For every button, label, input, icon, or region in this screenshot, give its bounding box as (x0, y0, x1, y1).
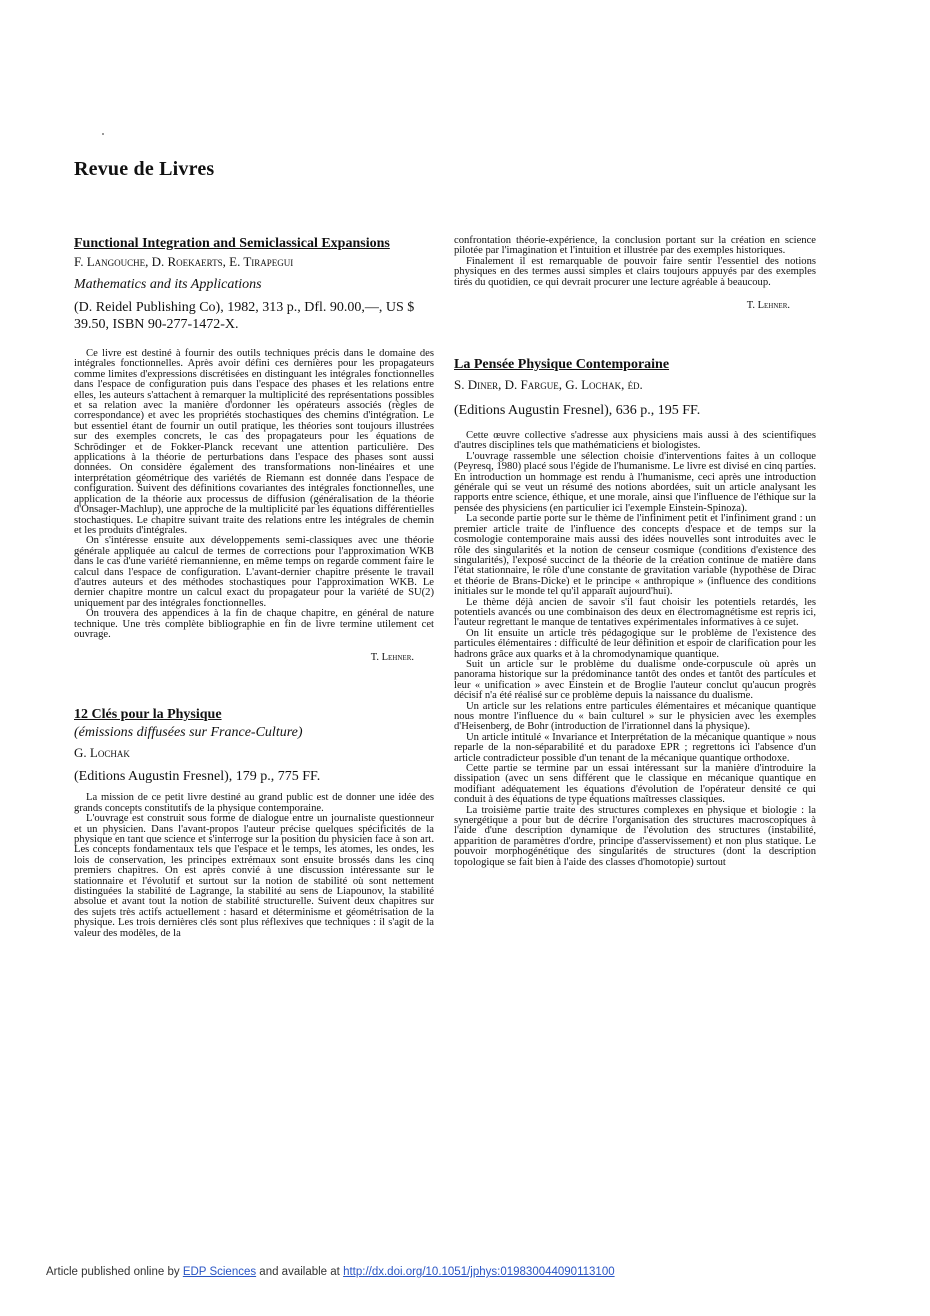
review2-title: 12 Clés pour la Physique (74, 707, 222, 723)
footer-prefix: Article published online by (46, 1266, 183, 1278)
review3-paragraph: Cette œuvre collective s'adresse aux physiciens mais aussi à des scientifiques d'autres disciplines tels que mathématiciens et biologistes. (454, 430, 816, 452)
review3-paragraph: Le thème déjà ancien de savoir s'il faut choisir les potentiels retardés, les potentiels avancés ou une combinaison des deux en électromagnétisme est repris ici, l'auteur regrettant le manque de tentatives expérimentales informatives à ce sujet. (454, 596, 816, 629)
review1-series: Mathematics and its Applications (74, 277, 262, 292)
review3-paragraph: Un article sur les relations entre particules élémentaires et mécanique quantique nous montre l'influence du « bain culturel » sur le physicien avec les exemples d'Heisenberg, de Bohr (introduction de l'irrationnel dans la physique). (454, 700, 816, 733)
footer-middle: and available at (256, 1266, 344, 1278)
review1-signature: T. Lehner. (370, 652, 414, 664)
review3-paragraph: Un article intitulé « Invariance et Interprétation de la mécanique quantique » nous reparle de la non-séparabilité et du paradoxe EPR ; regrettons ici l'absence d'un article contradicteur possible d'un tenant de la mécanique quantique orthodoxe. (454, 731, 816, 764)
review3-authors: S. Diner, D. Fargue, G. Lochak, éd. (454, 377, 643, 393)
speck (102, 133, 104, 135)
review2-series: (émissions diffusées sur France-Culture) (74, 725, 303, 741)
right-column (454, 236, 816, 868)
review1-paragraph: Ce livre est destiné à fournir des outils techniques précis dans le domaine des intégrales fonctionnelles. Après avoir défini ces dernières pour les propagateurs comme limites d'expressions discrétisées en distinguant les intégrales fonctionnelles dans l'espace de configuration puis dans l'espace des phases et les relations entre elles, les auteurs s'attachent à remarquer la multiplicité des représentations possibles et sa relation avec la manière d'ordonner les opérateurs associés (règles de correspondance) et avec les propriétés stochastiques des chemins d'intégration. Le but essentiel étant de fournir un outil pratique, les théories sont toujours illustrées sur des exemples concrets, le cas des propagateurs pour les équations de Schrödinger et de Fokker-Planck recevant une attention particulière. Des applications à la théorie de perturbations dans l'espace des phases sont aussi données. On considère également des transformations non-linéaires et une interprétation géométrique des variétés de Riemann est donnée dans l'espace de configuration. Suivent des définitions covariantes des intégrales fonctionnelles, une application de la théorie aux processus de diffusion (généralisation de la théorie d'Onsager-Machlup), une approche de la multiplicité par les équations différentielles stochastiques. Le chapitre suivant traite des relations entre les intégrales de chemin et les produits d'intégrales. (74, 348, 434, 536)
review3-paragraph: L'ouvrage rassemble une sélection choisie d'interventions faites à un colloque (Peyresq, 1980) placé sous l'égide de l'humanisme. Le livre est divisé en cinq parties. En introduction un hommage est rendu à l'humanisme, ceci après une introduction générale qui se veut un résumé des notions abordées, suit un article analysant les rapports entre science, éthique, et une morale, ainsi que l'influence de l'éthique sur la pensée des physiciens (en particulier ici l'exemple Einstein-Spinoza). (454, 450, 816, 514)
review2-continuation: confrontation théorie-expérience, la conclusion portant sur la création en science pilotée par l'imagination et l'intuition et illustrée par des exemples historiques. (454, 235, 816, 257)
review1-title: Functional Integration and Semiclassical Expansions (74, 236, 390, 251)
review3-paragraph: Suit un article sur le problème du dualisme onde-corpuscule où après un panorama historique sur la prédominance tantôt des ondes et tantôt des particules et leur « unification » avec Einstein et de Broglie l'auteur conclut qu'aucun progrès décisif n'a été réalisé sur ce problème depuis la naissance du dualisme. (454, 658, 816, 702)
review2-paragraph: Finalement il est remarquable de pouvoir faire sentir l'essentiel des notions physiques en des termes aussi simples et clairs toujours appuyés par des exemples tirés du quotidien, ce qui devrait procurer une lecture agréable à beaucoup. (454, 255, 816, 288)
review3-paragraph: La troisième partie traite des structures complexes en physique et biologie : la synergétique a pour but de décrire l'organisation des structures macroscopiques à l'aide d'une description dynamique de l'évolution des structures (instabilité, apparition de paramètres d'ordre, principe d'asservissement) et non plus statique. Le pouvoir morphogénétique des singularités de structures (dont la description topologique se fait bien à l'aide des classes d'homotopie) surtout (454, 804, 816, 868)
review1-paragraph: On trouvera des appendices à la fin de chaque chapitre, en général de nature technique. Une très complète bibliographie en fin de livre termine utilement cet ouvrage. (74, 608, 434, 640)
doi-link[interactable]: http://dx.doi.org/10.1051/jphys:019830044090113100 (343, 1266, 615, 1278)
review2-paragraph: L'ouvrage est construit sous forme de dialogue entre un journaliste questionneur et un physicien. Dans l'avant-propos l'auteur précise quelques spécificités de la physique en tant que science et s'interroge sur la position du physicien face à son art. Les concepts fondamentaux tels que l'espace et le temps, les atomes, les ondes, les lois de conservation, les principes extrémaux sont ensuite brossés dans les cinq premiers chapitres. On est après convié à une discussion intéressante sur le stationnaire et l'évolutif et surtout sur la notion de stabilité où sont nettement distinguées la stabilité de Lagrange, la stabilité au sens de Liapounov, la stabilité absolue et avant tout la notion de stabilité structurelle. Suivent deux chapitres sur des sujets très actifs actuellement : hasard et déterminisme et géométrisation de la physique. Les trois dernières clés sont plus réflexives que techniques : il s'agit de la valeur des modèles, de la (74, 813, 434, 939)
review1-paragraph: On s'intéresse ensuite aux développements semi-classiques avec une théorie générale appliquée au calcul de termes de corrections pour l'approximation WKB dans le cas d'une variété riemannienne, en même temps on regarde comment faire le calcul dans l'espace de configuration. L'avant-dernier chapitre présente le travail d'autres auteurs et des méthodes stochastiques pour l'approximation WKB. Le dernier chapitre montre un calcul exact du propagateur pour la variété de SU(2) uniquement par des intégrales fonctionnelles. (74, 535, 434, 609)
review1-authors: F. Langouche, D. Roekaerts, E. Tirapegui (74, 254, 294, 269)
review2-publication: (Editions Augustin Fresnel), 179 p., 775 FF. (74, 769, 321, 785)
review3-paragraph: Cette partie se termine par un essai intéressant sur la manière d'introduire la dissipation (avec un sens différent que le classique en mécanique quantique en modifiant adéquatement les équations d'évolution de l'opérateur densité ce qui conduit à des équations de type équations maîtresses classiques. (454, 763, 816, 806)
review1-publication: (D. Reidel Publishing Co), 1982, 313 p., Dfl. 90.00,—, US $ 39.50, ISBN 90-277-1472-X. (74, 300, 415, 332)
review3-paragraph: La seconde partie porte sur le thème de l'infiniment petit et l'infiniment grand : un premier article traite de l'influence des concepts d'espace et de temps sur la cosmologie contemporaine mais aussi des idées nouvelles sont introduites avec le rôle des singularités et la notion de censeur cosmique (conditions d'existence des singularités), l'exposé succinct de la théorie de la création continue de matière dans l'état stationnaire, le rôle d'une constante de gravitation variable (hypothèse de Dirac et théorie de Brans-Dicke) et le principe « anthropique » (influence des conditions initiales sur le monde tel qu'il apparaît aujourd'hui). (454, 513, 816, 598)
publisher-link[interactable]: EDP Sciences (182, 1266, 257, 1278)
footer (46, 1266, 615, 1278)
left-column (74, 236, 434, 939)
review3-publication: (Editions Augustin Fresnel), 636 p., 195 FF. (454, 403, 701, 419)
review2-signature: T. Lehner. (746, 300, 790, 312)
review3-paragraph: On lit ensuite un article très pédagogique sur le problème de l'existence des particules élémentaires : difficulté de leur définition et espoir de clarification pour les hadrons grâce aux quarks et à la chromodynamique quantique. (454, 627, 816, 660)
review2-authors: G. Lochak (74, 745, 130, 761)
review3-title: La Pensée Physique Contemporaine (454, 357, 670, 373)
review2-paragraph: La mission de ce petit livre destiné au grand public est de donner une idée des grands concepts constitutifs de la physique contemporaine. (74, 792, 434, 814)
page-title: Revue de Livres (74, 158, 215, 180)
